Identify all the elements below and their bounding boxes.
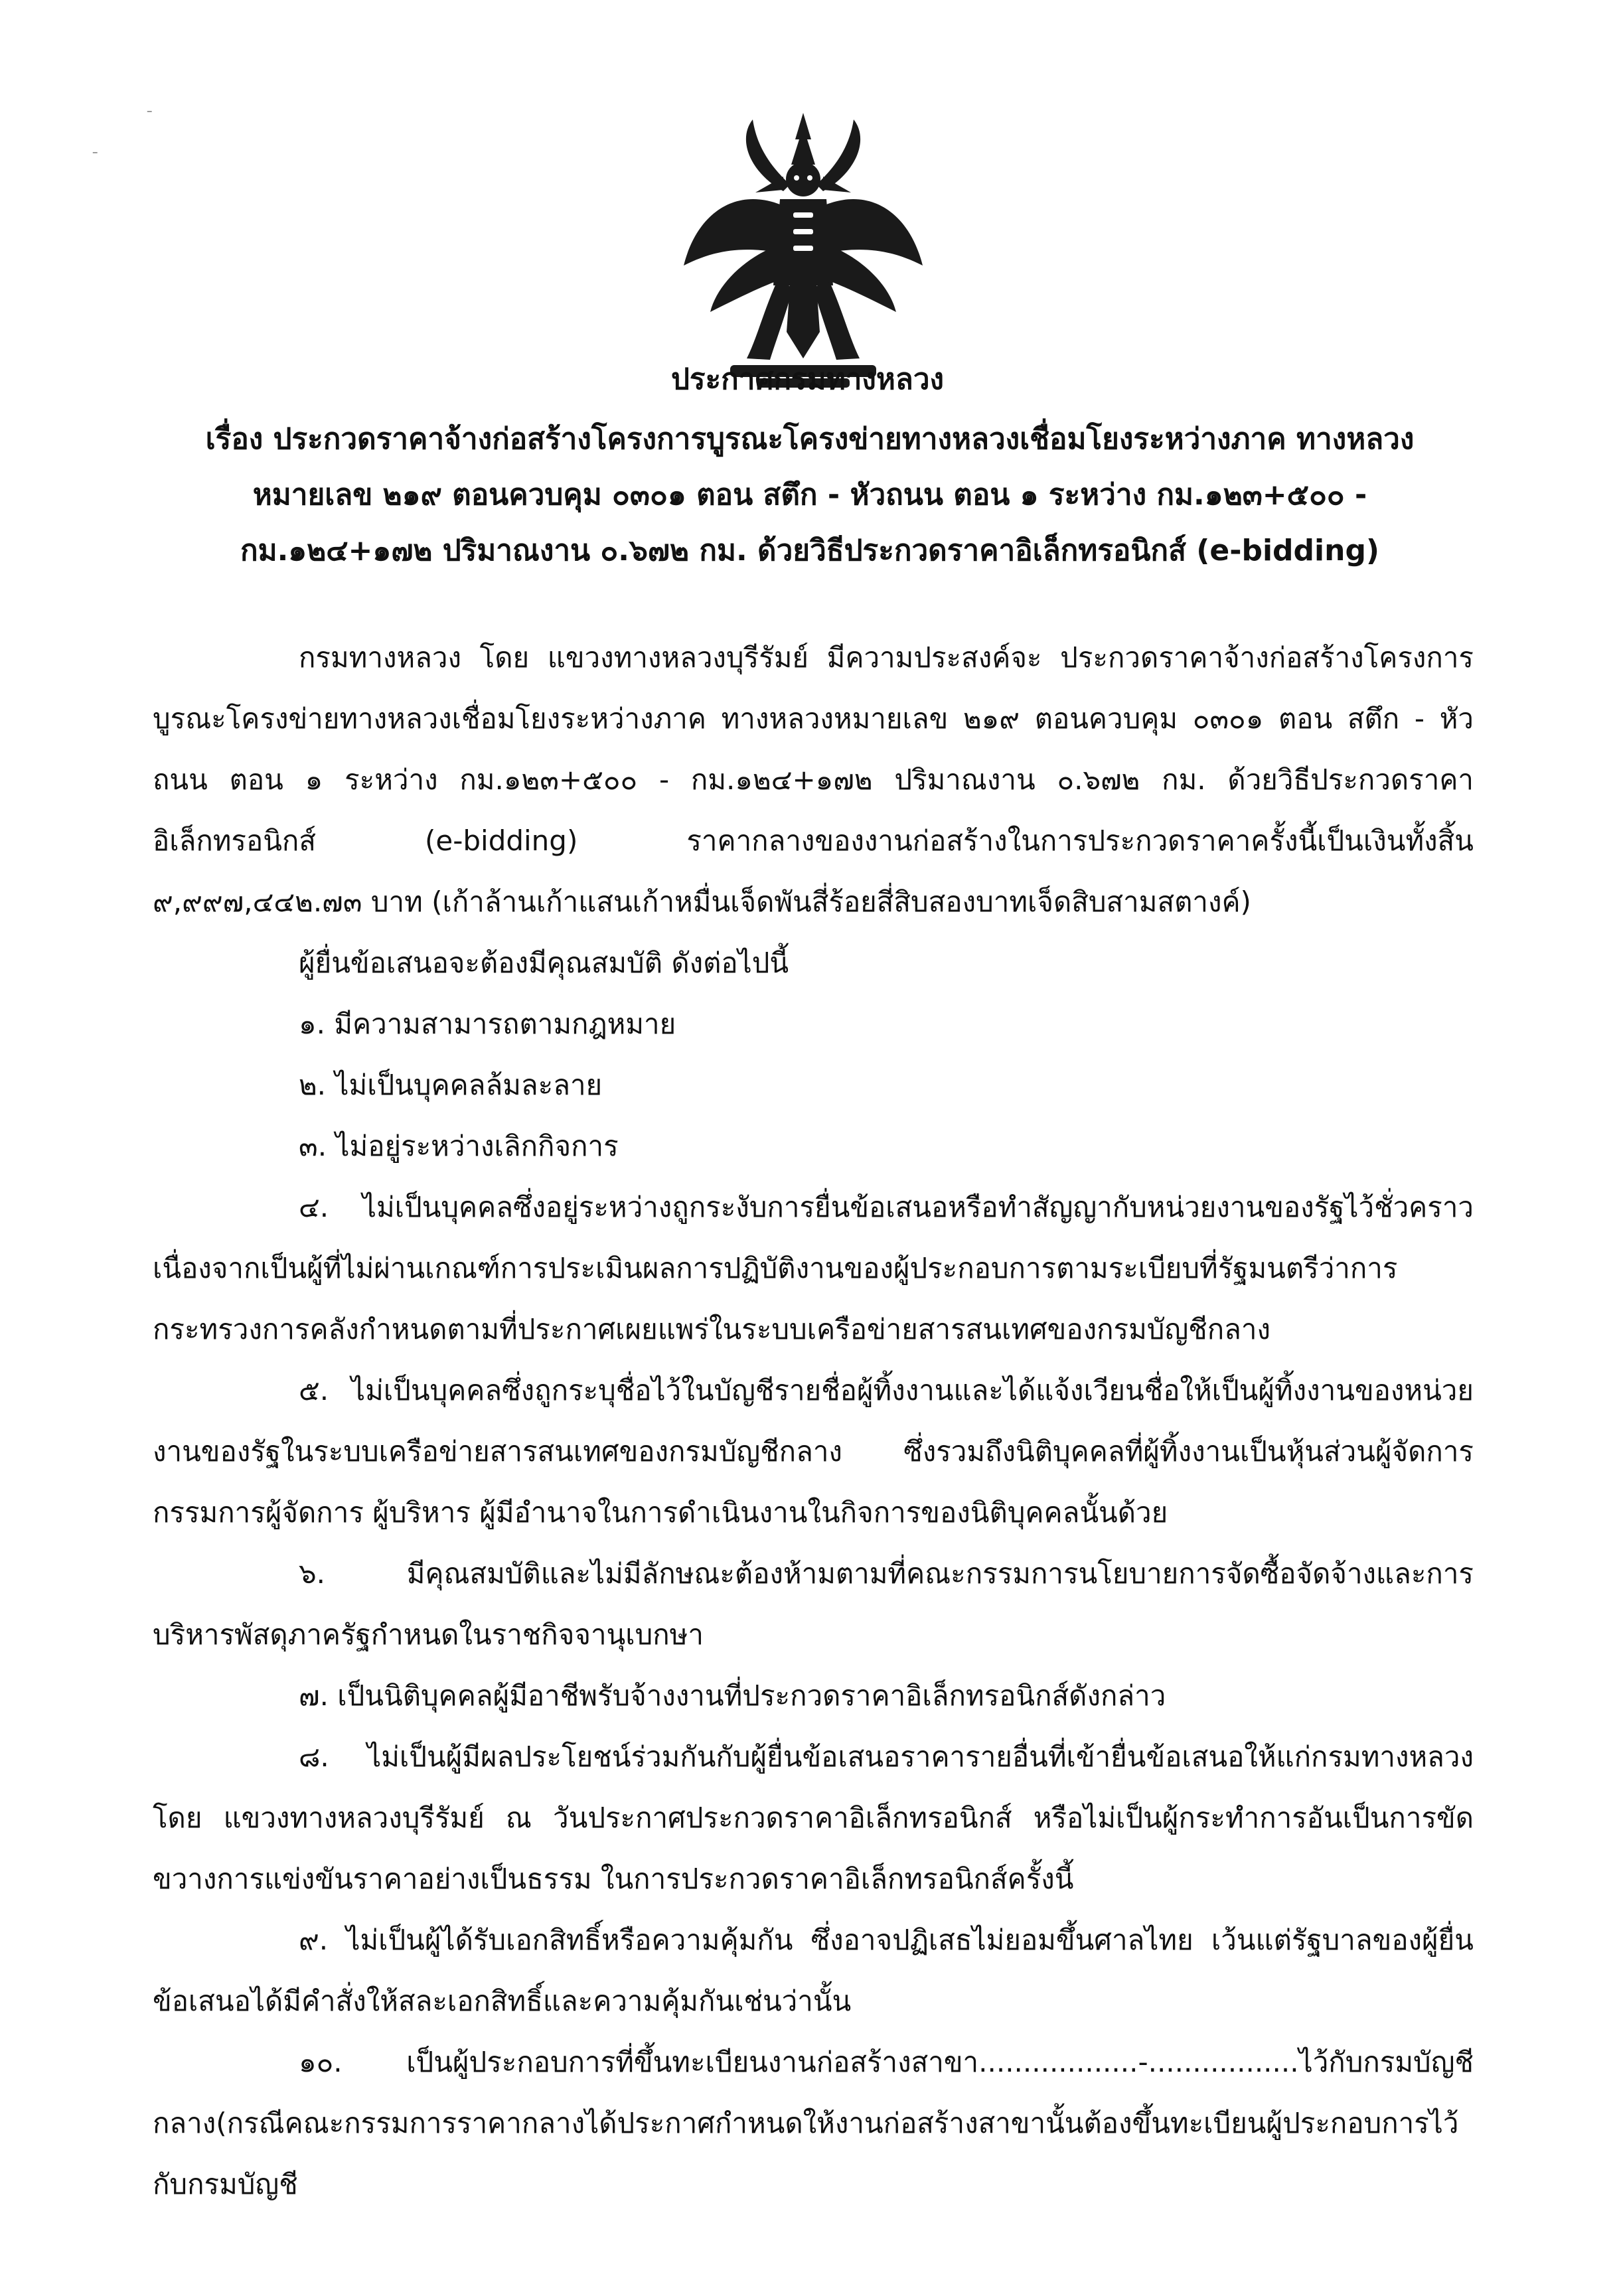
- document-body: [153, 627, 1474, 2215]
- intro-paragraph: กรมทางหลวง โดย แขวงทางหลวงบุรีรัมย์ มีความประสงค์จะ ประกวดราคาจ้างก่อสร้างโครงการบูรณะโครงข่ายทางหลวงเชื่อมโยงระหว่างภาค ทางหลวงหมายเลข ๒๑๙ ตอนควบคุม ๐๓๐๑ ตอน สตึก - หัวถนน ตอน ๑ ระหว่าง กม.๑๒๓+๕๐๐ - กม.๑๒๔+๑๗๒ ปริมาณงาน ๐.๖๗๒ กม. ด้วยวิธีประกวดราคาอิเล็กทรอนิกส์ (e-bidding) ราคากลางของงานก่อสร้างในการประกวดราคาครั้งนี้เป็นเงินทั้งสิ้น ๙,๙๙๗,๔๔๒.๗๓ บาท (เก้าล้านเก้าแสนเก้าหมื่นเจ็ดพันสี่ร้อยสี่สิบสองบาทเจ็ดสิบสามสตางค์): [153, 641, 1474, 918]
- document-title: ประกาศกรมทางหลวง: [670, 362, 945, 396]
- qualification-item: ๗. เป็นนิติบุคคลผู้มีอาชีพรับจ้างงานที่ประกวดราคาอิเล็กทรอนิกส์ดังกล่าว: [299, 1679, 1166, 1712]
- garuda-emblem-icon: [684, 113, 923, 392]
- qualification-item: ๙. ไม่เป็นผู้ได้รับเอกสิทธิ์หรือความคุ้มกัน ซึ่งอาจปฏิเสธไม่ยอมขึ้นศาลไทย เว้นแต่รัฐบาลของผู้ยื่นข้อเสนอได้มีคำสั่งให้สละเอกสิทธิ์และความคุ้มกันเช่นว่านั้น: [153, 1924, 1474, 2017]
- qualifications-intro: ผู้ยื่นข้อเสนอจะต้องมีคุณสมบัติ ดังต่อไปนี้: [299, 947, 789, 979]
- qualification-item: ๕. ไม่เป็นบุคคลซึ่งถูกระบุชื่อไว้ในบัญชีรายชื่อผู้ทิ้งงานและได้แจ้งเวียนชื่อให้เป็นผู้ทิ้งงานของหน่วยงานของรัฐในระบบเครือข่ายสารสนเทศของกรมบัญชีกลาง ซึ่งรวมถึงนิติบุคคลที่ผู้ทิ้งงานเป็นหุ้นส่วนผู้จัดการ กรรมการผู้จัดการ ผู้บริหาร ผู้มีอำนาจในการดำเนินงานในกิจการของนิติบุคคลนั้นด้วย: [153, 1374, 1474, 1529]
- qualification-item: ๑๐. เป็นผู้ประกอบการที่ขึ้นทะเบียนงานก่อสร้างสาขา..................-.................ไว้กับกรมบัญชีกลาง(กรณีคณะกรรมการราคากลางได้ประกาศกำหนดให้งานก่อสร้างสาขานั้นต้องขึ้นทะเบียนผู้ประกอบการไว้กับกรมบัญชี: [153, 2046, 1474, 2200]
- qualification-item: ๘. ไม่เป็นผู้มีผลประโยชน์ร่วมกันกับผู้ยื่นข้อเสนอราคารายอื่นที่เข้ายื่นข้อเสนอให้แก่กรมทางหลวง โดย แขวงทางหลวงบุรีรัมย์ ณ วันประกาศประกวดราคาอิเล็กทรอนิกส์ หรือไม่เป็นผู้กระทำการอันเป็นการขัดขวางการแข่งขันราคาอย่างเป็นธรรม ในการประกวดราคาอิเล็กทรอนิกส์ครั้งนี้: [153, 1740, 1474, 1895]
- scan-mark: ـ: [147, 100, 152, 116]
- document-subject: เรื่อง ประกวดราคาจ้างก่อสร้างโครงการบูรณะโครงข่ายทางหลวงเชื่อมโยงระหว่างภาค ทางหลวงหมายเลข ๒๑๙ ตอนควบคุม ๐๓๐๑ ตอน สตึก - หัวถนน ตอน ๑ ระหว่าง กม.๑๒๓+๕๐๐ - กม.๑๒๔+๑๗๒ ปริมาณงาน ๐.๖๗๒ กม. ด้วยวิธีประกวดราคาอิเล็กทรอนิกส์ (e-bidding): [205, 422, 1415, 568]
- qualification-item: ๔. ไม่เป็นบุคคลซึ่งอยู่ระหว่างถูกระงับการยื่นข้อเสนอหรือทำสัญญากับหน่วยงานของรัฐไว้ชั่วคราว เนื่องจากเป็นผู้ที่ไม่ผ่านเกณฑ์การประเมินผลการปฏิบัติงานของผู้ประกอบการตามระเบียบที่รัฐมนตรีว่าการกระทรวงการคลังกำหนดตามที่ประกาศเผยแพร่ในระบบเครือข่ายสารสนเทศของกรมบัญชีกลาง: [153, 1191, 1474, 1345]
- qualification-item: ๑. มีความสามารถตามกฎหมาย: [299, 1008, 676, 1040]
- scan-mark: ـ: [93, 141, 98, 157]
- qualification-item: ๒. ไม่เป็นบุคคลล้มละลาย: [299, 1069, 603, 1101]
- qualification-item: ๖. มีคุณสมบัติและไม่มีลักษณะต้องห้ามตามที่คณะกรรมการนโยบายการจัดซื้อจัดจ้างและการบริหารพัสดุภาครัฐกำหนดในราชกิจจานุเบกษา: [153, 1557, 1474, 1651]
- qualification-item: ๓. ไม่อยู่ระหว่างเลิกกิจการ: [299, 1130, 619, 1162]
